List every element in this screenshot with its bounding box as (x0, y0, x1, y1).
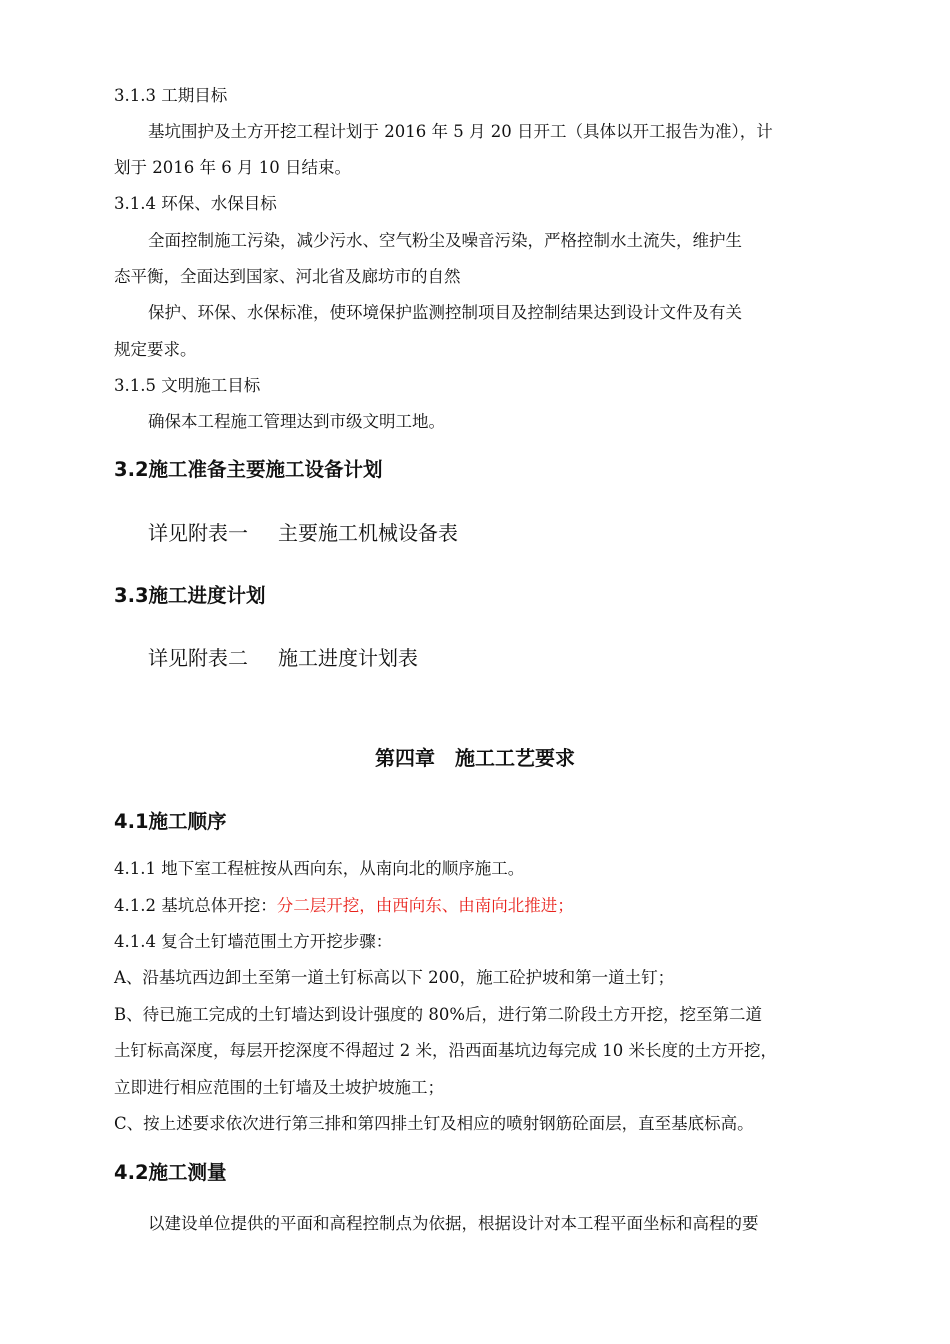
section-3-3-heading: 3.3施工进度计划 (114, 584, 266, 607)
chapter-4-title: 第四章 施工工艺要求 (375, 746, 575, 770)
paragraph-line: 全面控制施工污染，减少污水、空气粉尘及噪音污染，严格控制水土流失，维护生 (148, 231, 742, 250)
paragraph-line: 以建设单位提供的平面和高程控制点为依据，根据设计对本工程平面坐标和高程的要 (148, 1214, 759, 1233)
reference-title: 施工进度计划表 (278, 646, 418, 670)
appendix-reference-2 (148, 645, 418, 671)
section-3-2-heading: 3.2施工准备主要施工设备计划 (114, 458, 383, 481)
step-b-line: B、待已施工完成的土钉墙达到设计强度的 80%后，进行第二阶段土方开挖，挖至第二道 (114, 1005, 763, 1024)
paragraph-line: 确保本工程施工管理达到市级文明工地。 (148, 412, 445, 431)
step-b-line: 立即进行相应范围的土钉墙及土坡护坡施工； (114, 1078, 444, 1097)
paragraph-line: 4.1.1 地下室工程桩按从西向东，从南向北的顺序施工。 (114, 859, 525, 878)
reference-title: 主要施工机械设备表 (278, 521, 458, 545)
paragraph-line: 4.1.4 复合土钉墙范围土方开挖步骤： (114, 932, 393, 951)
reference-label: 详见附表二 (148, 646, 248, 670)
step-b-line: 土钉标高深度，每层开挖深度不得超过 2 米，沿西面基坑边每完成 10 米长度的土方开挖， (114, 1041, 777, 1060)
paragraph-line (114, 895, 574, 917)
paragraph-line: 规定要求。 (114, 340, 197, 359)
paragraph-line: 划于 2016 年 6 月 10 日结束。 (114, 158, 351, 177)
reference-label: 详见附表一 (148, 521, 248, 545)
section-4-2-heading: 4.2施工测量 (114, 1161, 227, 1184)
paragraph-line: 保护、环保、水保标准，使环境保护监测控制项目及控制结果达到设计文件及有关 (148, 303, 742, 322)
paragraph-line: 态平衡，全面达到国家、河北省及廊坊市的自然 (114, 267, 461, 286)
step-a: A、沿基坑西边卸土至第一道土钉标高以下 200，施工砼护坡和第一道土钉； (114, 968, 675, 987)
line-prefix: 4.1.2 基坑总体开挖： (114, 896, 277, 915)
section-4-1-heading: 4.1施工顺序 (114, 810, 227, 833)
appendix-reference-1 (148, 520, 458, 546)
highlighted-text: 分二层开挖，由西向东、由南向北推进； (276, 896, 574, 915)
paragraph-line: 基坑围护及土方开挖工程计划于 2016 年 5 月 20 日开工（具体以开工报告为准），计 (148, 122, 773, 141)
step-c: C、按上述要求依次进行第三排和第四排土钉及相应的喷射钢筋砼面层，直至基底标高。 (114, 1114, 754, 1133)
section-3-1-5-heading: 3.1.5 文明施工目标 (114, 376, 261, 395)
section-3-1-4-heading: 3.1.4 环保、水保目标 (114, 194, 277, 213)
section-3-1-3-heading: 3.1.3 工期目标 (114, 86, 228, 105)
